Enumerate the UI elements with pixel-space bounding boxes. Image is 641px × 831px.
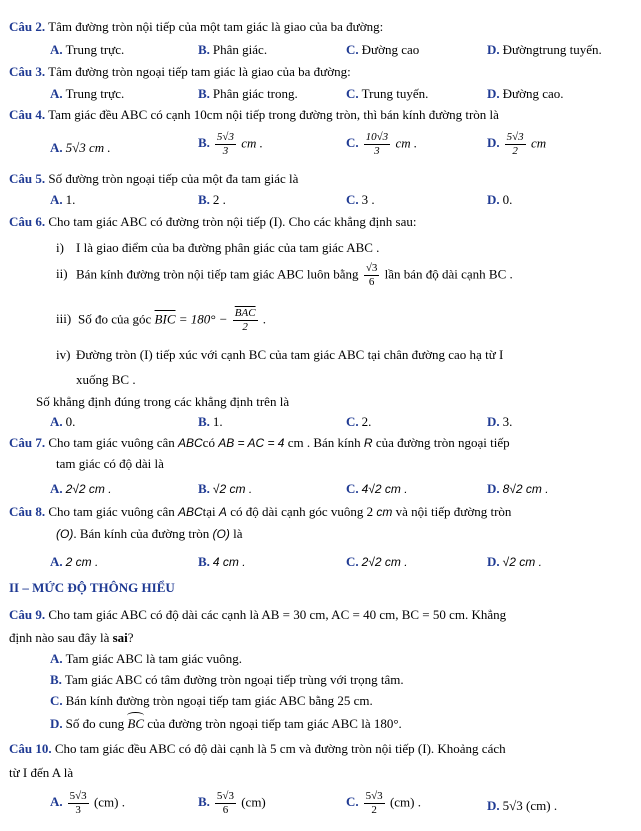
q6-prompt: Số khẳng định đúng trong các khẳng định trên là — [36, 394, 290, 409]
q10-number: Câu 10. — [9, 741, 52, 756]
q2-text: Tâm đường tròn nội tiếp của một tam giác là giao của ba đường: — [48, 19, 384, 34]
q9-stem-line2: định nào sau đây là sai? — [9, 630, 134, 645]
q4-option-d[interactable]: D. $\frac{5√3}{2}$ cm — [487, 131, 547, 157]
q9-option-b[interactable]: B. Tam giác ABC có tâm đường tròn ngoại tiếp trùng với trọng tâm. — [50, 672, 404, 687]
q3-option-b[interactable]: B. Phân giác trong. — [198, 86, 298, 101]
q6-option-c[interactable]: C. 2. — [346, 414, 372, 429]
q9-number: Câu 9. — [9, 607, 46, 622]
fraction: $\frac{5√3}{2}$ — [506, 131, 524, 157]
q4-option-a[interactable]: A. 5√3 cm . — [50, 140, 111, 155]
q10-stem-line2: từ I đến A là — [9, 765, 74, 780]
q9-option-c[interactable]: C. Bán kính đường tròn ngoại tiếp tam giác ABC bằng 25 cm. — [50, 693, 373, 708]
q7-option-b[interactable]: B. √2 cm . — [198, 481, 253, 496]
q5-option-d[interactable]: D. 0. — [487, 192, 513, 207]
fraction: $\frac{5√3}{3}$ — [69, 790, 87, 816]
angle-bic: $\overline{BIC}$ — [154, 311, 176, 327]
q9-option-a[interactable]: A. Tam giác ABC là tam giác vuông. — [50, 651, 242, 666]
q6-statement-iii: iii) Số đo của góc $\overline{BIC} = 180^\circ$ − $\frac{\overline{BAC}}{2}$ . — [56, 307, 267, 333]
fraction: $\frac{√3}{6}$ — [365, 262, 378, 288]
q10-stem: Câu 10. Cho tam giác đều ABC có độ dài cạnh là 5 cm và đường tròn nội tiếp (I). Khoảng cách — [9, 741, 506, 756]
fraction: $\frac{5√3}{6}$ — [216, 790, 234, 816]
q3-option-d[interactable]: D. Đường cao. — [487, 86, 564, 101]
q6-option-d[interactable]: D. 3. — [487, 414, 513, 429]
q6-statement-ii: ii) Bán kính đường tròn nội tiếp tam giác ABC luôn bằng $\frac{√3}{6}$ lần bán độ dài cạnh BC . — [56, 262, 513, 288]
section-heading: II – MỨC ĐỘ THÔNG HIỂU — [9, 580, 175, 595]
q9-option-d[interactable]: D. Số đo cung BC của đường tròn ngoại tiếp tam giác ABC là 180°. — [50, 716, 402, 731]
q7-option-c[interactable]: C. 4√2 cm . — [346, 481, 408, 496]
q4-option-b[interactable]: B. $\frac{5√3}{3}$ cm . — [198, 131, 263, 157]
q10-option-d[interactable]: D. 5√3 (cm) . — [487, 798, 558, 813]
q10-option-a[interactable]: A. $\frac{5√3}{3}$ (cm) . — [50, 790, 125, 816]
q5-option-a[interactable]: A. 1. — [50, 192, 76, 207]
q4-option-c[interactable]: C. $\frac{10√3}{3}$ cm . — [346, 131, 418, 157]
q2-option-d[interactable]: D. Đườngtrung tuyến. — [487, 42, 602, 57]
q8-stem-line2: (O). Bán kính của đường tròn (O) là — [56, 526, 243, 541]
q7-number: Câu 7. — [9, 435, 46, 450]
q6-option-a[interactable]: A. 0. — [50, 414, 76, 429]
q6-statement-i: i) I là giao điểm của ba đường phân giác của tam giác ABC . — [56, 240, 380, 255]
q5-stem — [9, 171, 298, 187]
q8-option-a[interactable]: A. 2 cm . — [50, 554, 99, 569]
q2-option-a[interactable]: A. Trung trực. — [50, 42, 125, 57]
q2-option-c[interactable]: C. Đường cao — [346, 42, 420, 57]
q3-text: Tâm đường tròn ngoại tiếp tam giác là giao của ba đường: — [48, 64, 351, 79]
fraction: $\frac{10√3}{3}$ — [365, 131, 389, 157]
q3-number: Câu 3. — [9, 64, 46, 79]
q4-stem — [9, 107, 499, 123]
q3-option-a[interactable]: A. Trung trực. — [50, 86, 125, 101]
q6-number: Câu 6. — [9, 214, 46, 229]
q6-text: Cho tam giác ABC có đường tròn nội tiếp (I). Cho các khẳng định sau: — [48, 214, 417, 229]
q7-stem: Câu 7. Cho tam giác vuông cân ABCcó AB = AC = 4 cm . Bán kính R của đường tròn ngoại tiếp — [9, 435, 510, 450]
q6-statement-iv: iv) Đường tròn (I) tiếp xúc với cạnh BC của tam giác ABC tại chân đường cao hạ từ I — [56, 347, 504, 362]
arc-bc: BC — [127, 716, 145, 731]
q7-stem-line2: tam giác có độ dài là — [56, 456, 164, 471]
q2-option-b[interactable]: B. Phân giác. — [198, 42, 268, 57]
q8-option-d[interactable]: D. √2 cm . — [487, 554, 542, 569]
q2-number: Câu 2. — [9, 19, 46, 34]
q8-option-c[interactable]: C. 2√2 cm . — [346, 554, 408, 569]
q8-number: Câu 8. — [9, 504, 46, 519]
q10-option-c[interactable]: C. $\frac{5√3}{2}$ (cm) . — [346, 790, 421, 816]
q6-statement-iv-cont: xuống BC . — [76, 372, 136, 387]
q2-stem — [9, 19, 383, 35]
q7-option-d[interactable]: D. 8√2 cm . — [487, 481, 549, 496]
q3-stem — [9, 64, 351, 80]
fraction: $\frac{\overline{BAC}}{2}$ — [234, 307, 256, 333]
q8-option-b[interactable]: B. 4 cm . — [198, 554, 246, 569]
q10-option-b[interactable]: B. $\frac{5√3}{6}$ (cm) — [198, 790, 266, 816]
fraction: $\frac{5√3}{2}$ — [365, 790, 383, 816]
q4-text: Tam giác đều ABC có cạnh 10cm nội tiếp trong đường tròn, thì bán kính đường tròn là — [48, 107, 499, 122]
q5-option-b[interactable]: B. 2 . — [198, 192, 226, 207]
q4-number: Câu 4. — [9, 107, 46, 122]
q9-stem: Câu 9. Cho tam giác ABC có độ dài các cạnh là AB = 30 cm, AC = 40 cm, BC = 50 cm. Khẳng — [9, 607, 507, 622]
q5-number: Câu 5. — [9, 171, 46, 186]
q6-stem — [9, 214, 416, 230]
q5-text: Số đường tròn ngoại tiếp của một đa tam giác là — [48, 171, 299, 186]
q5-option-c[interactable]: C. 3 . — [346, 192, 375, 207]
q8-stem: Câu 8. Cho tam giác vuông cân ABCtại A có độ dài cạnh góc vuông 2 cm và nội tiếp đường tròn — [9, 504, 512, 519]
q6-option-b[interactable]: B. 1. — [198, 414, 223, 429]
q7-option-a[interactable]: A. 2√2 cm . — [50, 481, 112, 496]
q3-option-c[interactable]: C. Trung tuyến. — [346, 86, 429, 101]
fraction: $\frac{5√3}{3}$ — [216, 131, 234, 157]
